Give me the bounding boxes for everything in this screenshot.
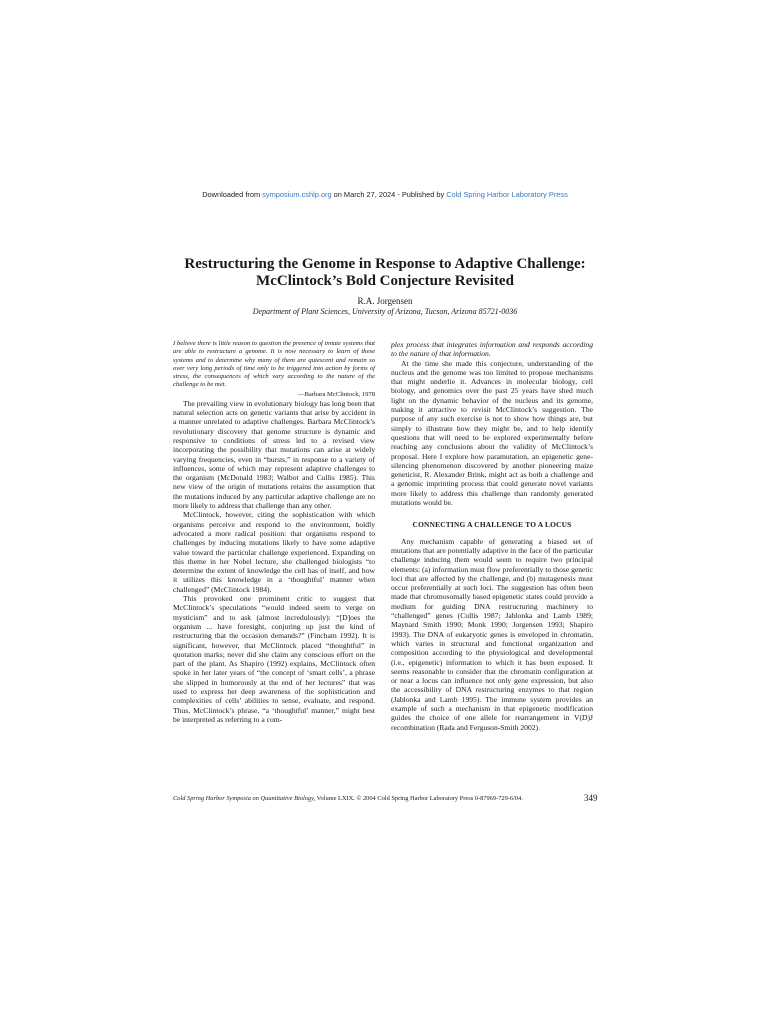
article-title [150,256,620,290]
paragraph-continued: plex process that integrates information and responds according to the nature of that information. [391,340,593,359]
author: R.A. Jorgensen [357,296,413,306]
right-column [391,340,593,732]
banner-middle: on March 27, 2024 - Published by [331,190,447,199]
journal-name: Cold Spring Harbor Symposia on Quantitative Biology, [173,795,316,802]
left-column [173,340,375,724]
page-number: 349 [584,793,598,803]
epigraph-attribution: —Barbara McClintock, 1978 [297,390,375,398]
footer-citation: Volume LXIX. © 2004 Cold Spring Harbor Laboratory Press 0-87969-729-6/04. [315,795,523,802]
paragraph: At the time she made this conjecture, understanding of the nucleus and the genome was too limited to propose mechanisms that might underlie it. Advances in molecular biology, cell biology, and genomics over the past 25 years have shed much light on the dynamic behavior of the nucleus and its genome, making it attractive to revisit McClintock’s suggestion. The purpose of any such exercise is not to show how things are, but simply to illustrate how they might be, and to help identify questions that will need to be explored experimentally before reaching any conclusions about the validity of McClintock’s proposal. Here I explore how paramutation, an epigenetic gene-silencing phenomenon discovered by another pioneering maize geneticist, R. Alexander Brink, might act as both a challenge and a genomic imprinting process that could generate novel variants more likely to address this challenge than randomly generated mutations would be. [391,358,593,508]
affiliation: Department of Plant Sciences, University of Arizona, Tucson, Arizona 85721-0036 [252,307,518,316]
title-line-2: McClintock’s Bold Conjecture Revisited [256,273,514,289]
download-banner [0,190,770,199]
site-link[interactable]: symposium.cshlp.org [262,190,332,199]
publisher-link[interactable]: Cold Spring Harbor Laboratory Press [446,190,568,199]
title-line-1: Restructuring the Genome in Response to Adaptive Challenge: [184,256,586,272]
paragraph: Any mechanism capable of generating a biased set of mutations that are potentially adaptive in the face of the particular challenge inducing them would seem to require two principal elements: (a) information must flow preferentially to those genetic loci that are affected by the challenge, and (b) mutagenesis must occur preferentially at such loci. The suggestion has often been made that chromosomally based epigenetic states could provide a medium for guiding DNA restructuring machinery to “challenged” genes (Cullis 1987; Jablonka and Lamb 1989; Maynard Smith 1990; Monk 1990; Jorgensen 1993; Shapiro 1993). The DNA of eukaryotic genes is enveloped in chromatin, which varies in structural and functional organization and composition according to the physiological and developmental (i.e., epigenetic) information to which it has been exposed. It seems reasonable to consider that the chromatin configuration at or near a locus can influence not only gene expression, but also the accessibility of DNA restructuring enzymes to that region (Jablonka and Lamb 1995). The immune system provides an example of such a mechanism in that epigenetic modification guides the choice of one allele for rearrangement in V(D)J recombination (Rada and Ferguson-Smith 2002). [391,536,594,732]
epigraph: I believe there is little reason to question the presence of innate systems that are able to restructure a genome. It is now necessary to learn of these systems and to determine why many of them are quiescent and remain so over very long periods of time only to be triggered into action by forms of stress, the consequences of which vary according to the nature of the challenge to be met. [173,340,375,389]
banner-prefix: Downloaded from [202,190,263,199]
section-heading: CONNECTING A CHALLENGE TO A LOCUS [412,520,572,530]
page-footer [173,795,603,802]
paragraph: The prevailing view in evolutionary biology has long been that natural selection acts on genetic variants that arise by accident in a manner unrelated to adaptive challenges. Barbara McClintock’s revolutionary discovery that genome structure is dynamic and responsive to conditions of stress led to a revised view incorporating the possibility that mutations can arise at widely varying frequencies, even in “bursts,” in response to a variety of influences, some of which may represent adaptive challenges to the organism (McDonald 1983; Walbot and Cullis 1985). This new view of the origin of mutations retains the assumption that the mutations induced by any particular adaptive challenge are no more likely to address that challenge than any other. [173,398,375,511]
paragraph: McClintock, however, citing the sophistication with which organisms perceive and respond to the environment, boldly advocated a more radical position: that organisms respond to challenges by inducing mutations likely to have some adaptive value toward the particular challenge experienced. Expanding on this theme in her Nobel lecture, she challenged biologists “to determine the extent of knowledge the cell has of itself, and how it utilizes this knowledge in a ‘thoughtful’ manner when challenged” (McClintock 1984). [173,510,375,594]
paragraph: This provoked one prominent critic to suggest that McClintock’s speculations “would indeed seem to verge on mysticism” and to ask (almost incredulously): “[D]oes the organism ... have foresight, conjuring up just the kind of restructuring that the occasion demands?” (Fincham 1992). It is significant, however, that McClintock placed “thoughtful” in quotation marks; never did she claim any conscious effort on the part of the plant. As Shapiro (1992) explains, McClintock often spoke in her later years of “the concept of ‘smart cells’, a phrase she slipped in humorously at the end of her lectures” that was used to express her deep awareness of the sophistication and complexities of cells’ abilities to sense, evaluate, and respond. Thus, McClintock’s phrase, “a ‘thoughtful’ manner,” might best be interpreted as referring to a com- [173,594,375,724]
